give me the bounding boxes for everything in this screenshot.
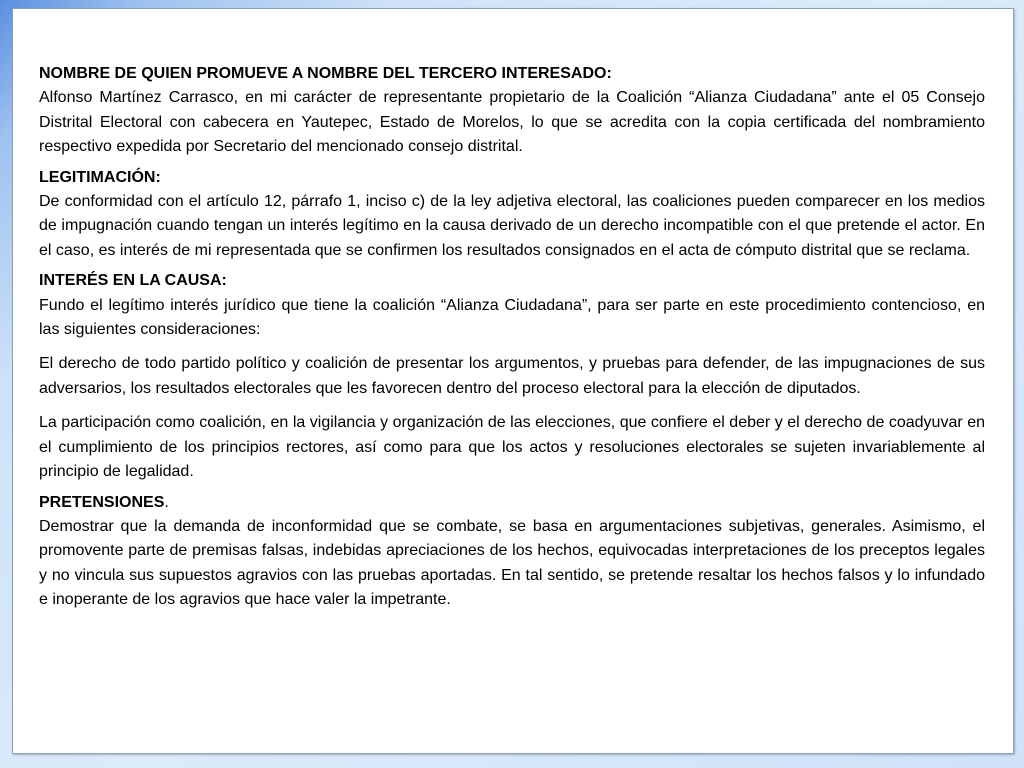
heading-pretensiones-line: [39, 491, 985, 515]
section-interes-causa: [39, 269, 985, 484]
section-pretensiones: [39, 491, 985, 613]
paragraph-interes-causa-derecho: El derecho de todo partido político y coalición de presentar los argumentos, y pruebas para defender, de las impugnaciones de sus adversarios, los resultados electorales que les favorecen dentro del proceso electoral para la elección de diputados.: [39, 355, 985, 397]
heading-interes-causa: INTERÉS EN LA CAUSA:: [39, 272, 227, 290]
paragraph-interes-causa-intro: Fundo el legítimo interés jurídico que tiene la coalición “Alianza Ciudadana”, para ser parte en este procedimiento contencioso, en las siguientes consideraciones:: [39, 296, 985, 339]
heading-pretensiones: PRETENSIONES: [39, 493, 165, 511]
paragraph-pretensiones: Demostrar que la demanda de inconformidad que se combate, se basa en argumentaciones subjetivas, generales. Asimismo, el promovente parte de premisas falsas, indebidas apreciaciones de los hechos, equivocadas interpretaciones de los preceptos legales y no vincula sus supuestos agravios con las pruebas aportadas. En tal sentido, se pretende resaltar los hechos falsos y lo infundado e inoperante de los agravios que hace valer la impetrante.: [39, 517, 985, 609]
section-tercero-interesado: [39, 62, 985, 160]
section-legitimacion: [39, 166, 985, 264]
heading-tercero-interesado: NOMBRE DE QUIEN PROMUEVE A NOMBRE DEL TERCERO INTERESADO:: [39, 65, 612, 82]
heading-legitimacion: LEGITIMACIÓN:: [39, 168, 161, 186]
paragraph-legitimacion: De conformidad con el artículo 12, párrafo 1, inciso c) de la ley adjetiva electoral, las coaliciones pueden comparecer en los medios de impugnación cuando tengan un interés legítimo en la causa derivado de un derecho incompatible con el que pretende el actor. En el caso, es interés de mi representada que se confirmen los resultados consignados en el acta de cómputo distrital que se reclama.: [39, 193, 985, 259]
paragraph-interes-causa-participacion: La participación como coalición, en la vigilancia y organización de las elecciones, que confiere el deber y el derecho de coadyuvar en el cumplimiento de los principios rectores, así como para que los actos y resoluciones electorales se sujeten invariablemente al principio de legalidad.: [39, 414, 985, 481]
document-frame: [12, 8, 1014, 754]
paragraph-tercero-interesado: Alfonso Martínez Carrasco, en mi carácter de representante propietario de la Coalición “Alianza Ciudadana” ante el 05 Consejo Distrital Electoral con cabecera en Yautepec, Estado de Morelos, lo que se acredita con la copia certificada del nombramiento respectivo expedida por Secretario del mencionado consejo distrital.: [39, 89, 985, 156]
heading-pretensiones-suffix: .: [164, 493, 169, 511]
document-body: [39, 62, 985, 613]
